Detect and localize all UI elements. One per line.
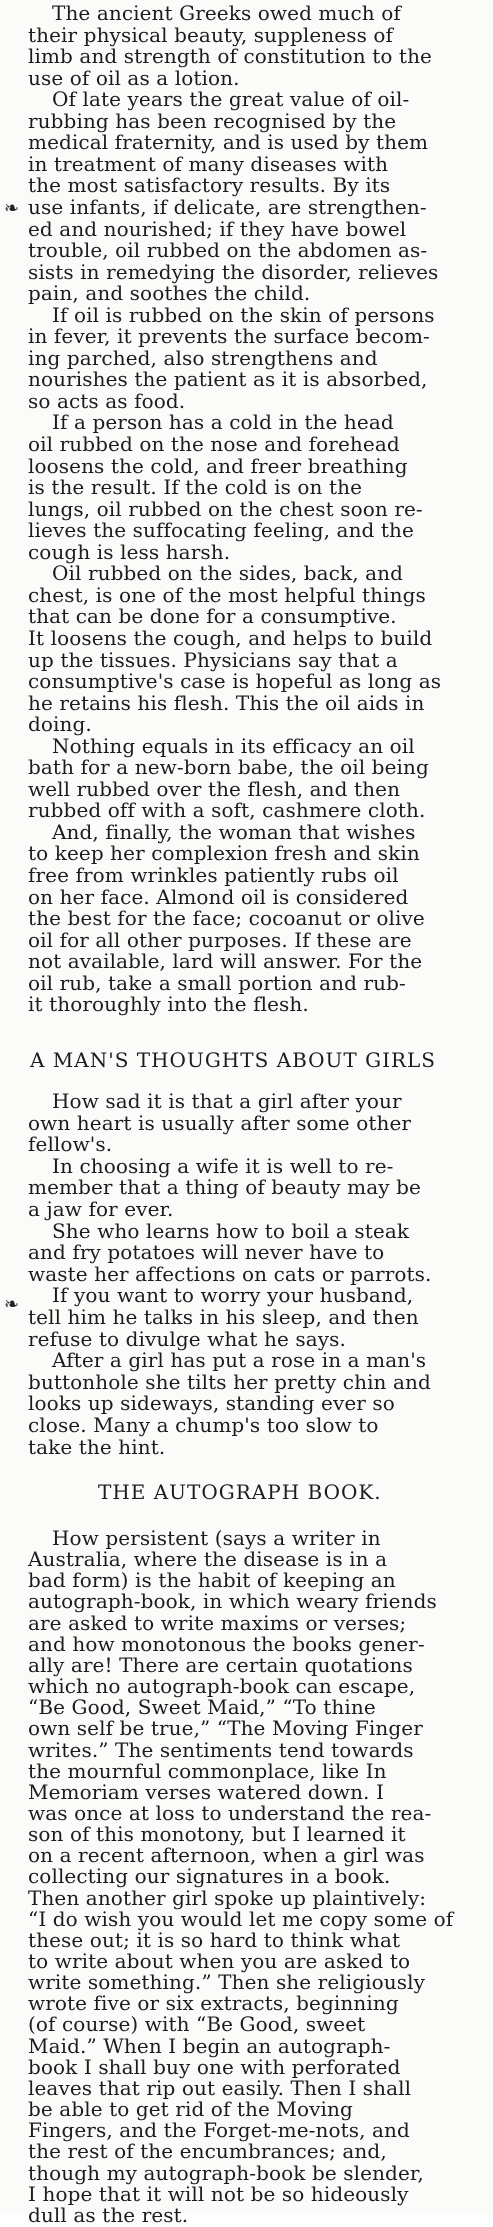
article1-line: use of oil as a lotion. <box>28 66 240 90</box>
article1-line: so acts as food. <box>28 389 186 413</box>
article2-line: buttonhole she tilts her pretty chin and <box>28 1370 431 1394</box>
article3-line: leaves that rip out easily. Then I shall <box>28 2076 412 2100</box>
article1-line: their physical beauty, suppleness of <box>28 23 394 47</box>
article1-line: use infants, if delicate, are strengthen- <box>28 195 427 219</box>
article3-line: own self be true,” “The Moving Finger <box>28 1716 423 1740</box>
article1-line: ed and nourished; if they have bowel <box>28 217 407 241</box>
margin-mark-icon: ❧ <box>4 198 20 219</box>
article3-line: I hope that it will not be so hideously <box>28 2182 409 2206</box>
article1-line: The ancient Greeks owed much of <box>52 1 401 25</box>
article3-line: autograph-book, in which weary friends <box>28 1589 437 1613</box>
article3-line: Maid.” When I begin an autograph- <box>28 2034 391 2058</box>
article3-line: “Be Good, Sweet Maid,” “To thine <box>28 1695 376 1719</box>
article1-line: pain, and soothes the child. <box>28 281 311 305</box>
article2-line: In choosing a wife it is well to re- <box>52 1154 394 1178</box>
article1-line: nourishes the patient as it is absorbed, <box>28 367 428 391</box>
article3-line: was once at loss to understand the rea- <box>28 1801 432 1825</box>
article3-line: collecting our signatures in a book. <box>28 1864 391 1888</box>
article3-line: write something.” Then she religiously <box>28 1970 426 1994</box>
article1-line: Nothing equals in its efficacy an oil <box>52 734 415 758</box>
article1-line: oil rubbed on the nose and forehead <box>28 432 400 456</box>
article3-line: writes.” The sentiments tend towards <box>28 1738 414 1762</box>
article3-line: ally are! There are certain quotations <box>28 1653 413 1677</box>
article2-line: close. Many a chump's too slow to <box>28 1413 379 1437</box>
article1-line: limb and strength of constitution to the <box>28 44 432 68</box>
article1-line: If oil is rubbed on the skin of persons <box>52 303 435 327</box>
article3-line: (of course) with “Be Good, sweet <box>28 2012 366 2036</box>
article1-line: he retains his flesh. This the oil aids in <box>28 691 425 715</box>
margin-mark-icon: ❧ <box>4 1294 20 1315</box>
article2-line: After a girl has put a rose in a man's <box>52 1348 427 1372</box>
article1-line: on her face. Almond oil is considered <box>28 885 409 909</box>
article1-line: Oil rubbed on the sides, back, and <box>52 561 404 585</box>
article1-line: It loosens the cough, and helps to build <box>28 626 433 650</box>
article1-line: the most satisfactory results. By its <box>28 173 391 197</box>
article1-line: loosens the cold, and freer breathing <box>28 454 408 478</box>
article1-line: in treatment of many diseases with <box>28 152 389 176</box>
article1-line: well rubbed over the flesh, and then <box>28 777 401 801</box>
article3-line: Memoriam verses watered down. I <box>28 1780 384 1804</box>
article3-line: though my autograph-book be slender, <box>28 2161 424 2185</box>
article2-line: and fry potatoes will never have to <box>28 1240 385 1264</box>
article2-line: own heart is usually after some other <box>28 1111 412 1135</box>
article2-line: fellow's. <box>28 1132 113 1156</box>
article1-line: up the tissues. Physicians say that a <box>28 648 398 672</box>
article3-line: Australia, where the disease is in a <box>28 1547 388 1571</box>
article1-line: And, finally, the woman that wishes <box>52 820 416 844</box>
article1-line: rubbed off with a soft, cashmere cloth. <box>28 798 426 822</box>
article3-line: which no autograph-book can escape, <box>28 1674 416 1698</box>
article1-line: cough is less harsh. <box>28 540 231 564</box>
article1-line: is the result. If the cold is on the <box>28 475 363 499</box>
article1-line: Of late years the great value of oil- <box>52 87 410 111</box>
article3-line: How persistent (says a writer in <box>52 1526 381 1550</box>
article2-line: take the hint. <box>28 1435 166 1459</box>
article3-line: are asked to write maxims or verses; <box>28 1611 407 1635</box>
article1-line: bath for a new-born babe, the oil being <box>28 755 429 779</box>
article3-line: on a recent afternoon, when a girl was <box>28 1843 425 1867</box>
article3-line: “I do wish you would let me copy some of <box>28 1907 454 1931</box>
article1-line: oil rub, take a small portion and rub- <box>28 971 406 995</box>
article3-line: bad form) is the habit of keeping an <box>28 1568 396 1592</box>
article3-line: these out; it is so hard to think what <box>28 1928 401 1952</box>
article3-line: son of this monotony, but I learned it <box>28 1822 406 1846</box>
article2-line: waste her affections on cats or parrots. <box>28 1262 432 1286</box>
article2-line: How sad it is that a girl after your <box>52 1089 402 1113</box>
article2-line: tell him he talks in his sleep, and then <box>28 1305 419 1329</box>
article2-line: She who learns how to boil a steak <box>52 1219 410 1243</box>
article1-line: consumptive's case is hopeful as long as <box>28 669 442 693</box>
article1-line: rubbing has been recognised by the <box>28 109 397 133</box>
article1-line: medical fraternity, and is used by them <box>28 130 429 154</box>
article1-line: the best for the face; cocoanut or olive <box>28 906 425 930</box>
article1-line: that can be done for a consumptive. <box>28 604 397 628</box>
article1-line: lungs, oil rubbed on the chest soon re- <box>28 497 423 521</box>
article1-line: If a person has a cold in the head <box>52 410 394 434</box>
article3-line: Fingers, and the Forget-me-nots, and <box>28 2118 410 2142</box>
article1-line: to keep her complexion fresh and skin <box>28 841 420 865</box>
article1-line: doing. <box>28 712 92 736</box>
article3-heading: THE AUTOGRAPH BOOK. <box>98 1480 382 1504</box>
article1-line: ing parched, also strengthens and <box>28 346 378 370</box>
article1-line: lieves the suffocating feeling, and the <box>28 518 414 542</box>
article1-line: sists in remedying the disorder, relieves <box>28 260 439 284</box>
article1-line: chest, is one of the most helpful things <box>28 583 426 607</box>
article2-line: refuse to divulge what he says. <box>28 1327 346 1351</box>
article2-line: looks up sideways, standing ever so <box>28 1391 395 1415</box>
article3-line: and how monotonous the books gener- <box>28 1632 425 1656</box>
article3-line: the mournful commonplace, like In <box>28 1759 387 1783</box>
article2-heading: A MAN'S THOUGHTS ABOUT GIRLS <box>30 1048 437 1072</box>
article1-line: oil for all other purposes. If these are <box>28 928 412 952</box>
article3-line: to write about when you are asked to <box>28 1949 411 1973</box>
article1-line: in fever, it prevents the surface becom- <box>28 324 430 348</box>
article3-line: be able to get rid of the Moving <box>28 2097 353 2121</box>
article2-line: If you want to worry your husband, <box>52 1283 414 1307</box>
article3-line: Then another girl spoke up plaintively: <box>28 1886 427 1910</box>
article1-line: not available, lard will answer. For the <box>28 949 423 973</box>
article3-line: dull as the rest. <box>28 2203 189 2227</box>
article1-line: it thoroughly into the flesh. <box>28 992 309 1016</box>
article3-line: book I shall buy one with perforated <box>28 2055 401 2079</box>
article3-line: the rest of the encumbrances; and, <box>28 2139 387 2163</box>
article1-line: free from wrinkles patiently rubs oil <box>28 863 399 887</box>
article2-line: member that a thing of beauty may be <box>28 1175 421 1199</box>
article3-line: wrote five or six extracts, beginning <box>28 1991 399 2015</box>
article1-line: trouble, oil rubbed on the abdomen as- <box>28 238 428 262</box>
article2-line: a jaw for ever. <box>28 1197 174 1221</box>
